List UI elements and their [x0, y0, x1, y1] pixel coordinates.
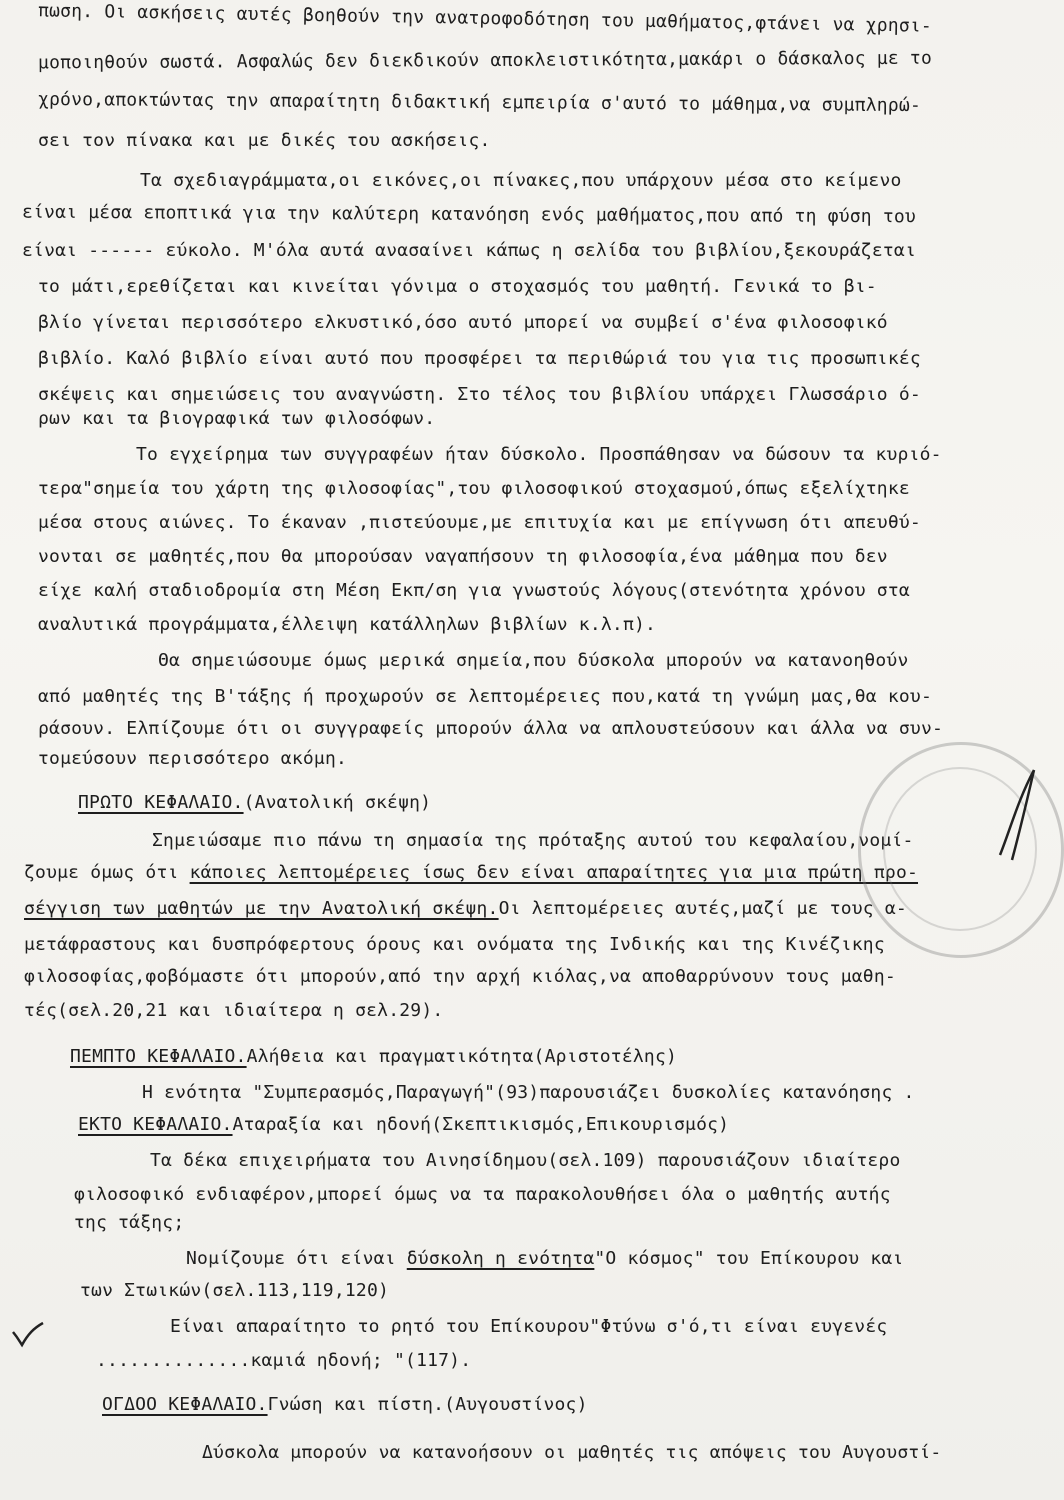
text-line: μέσα στους αιώνες. Το έκαναν ,πιστεύουμε,με επιτυχία και με επίγνωση ότι απευθύ-: [38, 512, 921, 533]
chapter-subtitle: Αταραξία και ηδονή(Σκεπτικισμός,Επικουρισμός): [232, 1114, 730, 1135]
chapter-title: ΟΓΔΟΟ ΚΕΦΑΛΑΙΟ.: [102, 1394, 268, 1415]
text-line: φιλοσοφικό ενδιαφέρον,μπορεί όμως να τα παρακολουθήσει όλα ο μαθητής αυτής: [74, 1184, 891, 1205]
chapter-title: ΠΕΜΠΤΟ ΚΕΦΑΛΑΙΟ.: [70, 1046, 247, 1067]
text-line: μετάφραστους και δυσπρόφερτους όρους και ονόματα της Ινδικής και της Κινέζικης: [24, 934, 885, 955]
text-line: μοποιηθούν σωστά. Ασφαλώς δεν διεκδικούν αποκλειστικότητα,μακάρι ο δάσκαλος με το: [37, 47, 933, 74]
underlined-text: κάποιες λεπτομέρειες ίσως δεν είναι απαραίτητες για μια πρώτη προ-: [189, 862, 919, 883]
text-line: της τάξης;: [74, 1212, 185, 1233]
text-line: από μαθητές της Β'τάξης ή προχωρούν σε λεπτομέρειες που,κατά τη γνώμη μας,θα κου-: [38, 686, 932, 707]
text-line: τές(σελ.20,21 και ιδιαίτερα η σελ.29).: [24, 1000, 444, 1021]
text-line: ..............καμιά ηδονή; "(117).: [96, 1350, 472, 1371]
text-line: τομεύσουν περισσότερο ακόμη.: [38, 748, 348, 769]
chapter-heading: [102, 1394, 588, 1416]
underlined-text: σέγγιση των μαθητών με την Ανατολική σκέψη.: [24, 898, 499, 919]
text-line: αναλυτικά προγράμματα,έλλειψη κατάλληλων βιβλίων κ.λ.π).: [38, 614, 657, 635]
text-line: Δύσκολα μπορούν να κατανοήσουν οι μαθητές τις απόψεις του Αυγουστί-: [202, 1442, 942, 1463]
chapter-subtitle: Αλήθεια και πραγματικότητα(Αριστοτέλης): [246, 1046, 678, 1067]
pen-mark-icon: [990, 760, 1050, 870]
text-span: Νομίζουμε ότι είναι: [186, 1248, 396, 1269]
text-line: Το εγχείρημα των συγγραφέων ήταν δύσκολο. Προσπάθησαν να δώσουν τα κυριό-: [136, 444, 942, 465]
text-line: Η ενότητα "Συμπερασμός,Παραγωγή"(93)παρουσιάζει δυσκολίες κατανόησης .: [142, 1082, 915, 1103]
text-line: ρων και τα βιογραφικά των φιλοσόφων.: [38, 408, 436, 429]
text-line: είναι ------ εύκολο. Μ'όλα αυτά ανασαίνει κάπως η σελίδα του βιβλίου,ξεκουράζεται: [22, 240, 916, 261]
text-line: Είναι απαραίτητο το ρητό του Επίκουρου"Φτύνω σ'ό,τι είναι ευγενές: [170, 1316, 888, 1337]
text-line: είχε καλή σταδιοδρομία στη Μέση Εκπ/ση για γνωστούς λόγους(στενότητα χρόνου στα: [38, 580, 910, 601]
text-line: βιβλίο. Καλό βιβλίο είναι αυτό που προσφέρει τα περιθώριά του για τις προσωπικές: [38, 348, 921, 369]
underlined-text: δύσκολη η ενότητα: [406, 1248, 595, 1269]
text-span: ζουμε όμως ότι: [24, 862, 179, 883]
text-line: βλίο γίνεται περισσότερο ελκυστικό,όσο αυτό μπορεί να συμβεί σ'ένα φιλοσοφικό: [38, 312, 888, 333]
text-span: Οι λεπτομέρειες αυτές,μαζί με τους α-: [498, 898, 907, 919]
text-line: [186, 1248, 903, 1270]
text-line: Θα σημειώσουμε όμως μερικά σημεία,που δύσκολα μπορούν να κατανοηθούν: [158, 650, 909, 671]
text-line: πωση. Οι ασκήσεις αυτές βοηθούν την ανατροφοδότηση του μαθήματος,φτάνει να χρησι-: [37, 0, 933, 37]
chapter-title: ΠΡΩΤΟ ΚΕΦΑΛΑΙΟ.: [78, 792, 244, 813]
text-span: "Ο κόσμος" του Επίκουρου και: [594, 1248, 904, 1269]
chapter-title: ΕΚΤΟ ΚΕΦΑΛΑΙΟ.: [78, 1114, 233, 1135]
text-line: ράσουν. Ελπίζουμε ότι οι συγγραφείς μπορούν άλλα να απλουστεύσουν και άλλα να συν-: [38, 718, 944, 739]
text-line: νονται σε μαθητές,που θα μπορούσαν ναγαπήσουν τη φιλοσοφία,ένα μάθημα που δεν: [38, 546, 888, 567]
text-line: σκέψεις και σημειώσεις του αναγνώστη. Στο τέλος του βιβλίου υπάρχει Γλωσσάριο ό-: [38, 384, 921, 405]
text-line: Τα δέκα επιχειρήματα του Αινησίδημου(σελ.109) παρουσιάζουν ιδιαίτερο: [150, 1150, 901, 1171]
text-line: Τα σχεδιαγράμματα,οι εικόνες,οι πίνακες,που υπάρχουν μέσα στο κείμενο: [140, 170, 902, 191]
chapter-subtitle: Γνώση και πίστη.(Αυγουστίνος): [267, 1394, 588, 1415]
text-line: σει τον πίνακα και με δικές του ασκήσεις.: [38, 130, 491, 151]
text-line: φιλοσοφίας,φοβόμαστε ότι μπορούν,από την αρχή κιόλας,να αποθαρρύνουν τους μαθη-: [24, 966, 896, 987]
text-line: χρόνο,αποκτώντας την απαραίτητη διδακτική εμπειρία σ'αυτό το μάθημα,να συμπληρώ-: [37, 88, 922, 117]
chapter-heading: [78, 792, 431, 814]
chapter-heading: [70, 1046, 677, 1068]
check-mark-icon: [10, 1320, 46, 1348]
text-line: των Στωικών(σελ.113,119,120): [80, 1280, 390, 1301]
text-line: Σημειώσαμε πιο πάνω τη σημασία της πρόταξης αυτού του κεφαλαίου,νομί-: [152, 830, 914, 851]
text-line: τερα"σημεία του χάρτη της φιλοσοφίας",του φιλοσοφικού στοχασμού,όπως εξελίχτηκε: [38, 478, 910, 499]
text-line: [24, 862, 918, 884]
text-line: [24, 898, 907, 920]
text-line: το μάτι,ερεθίζεται και κινείται γόνιμα ο στοχασμός του μαθητή. Γενικά το βι-: [38, 276, 877, 297]
chapter-heading: [78, 1114, 729, 1136]
text-line: είναι μέσα εποπτικά για την καλύτερη κατανόηση ενός μαθήματος,που από τη φύση του: [21, 201, 917, 228]
chapter-subtitle: (Ανατολική σκέψη): [243, 792, 432, 813]
